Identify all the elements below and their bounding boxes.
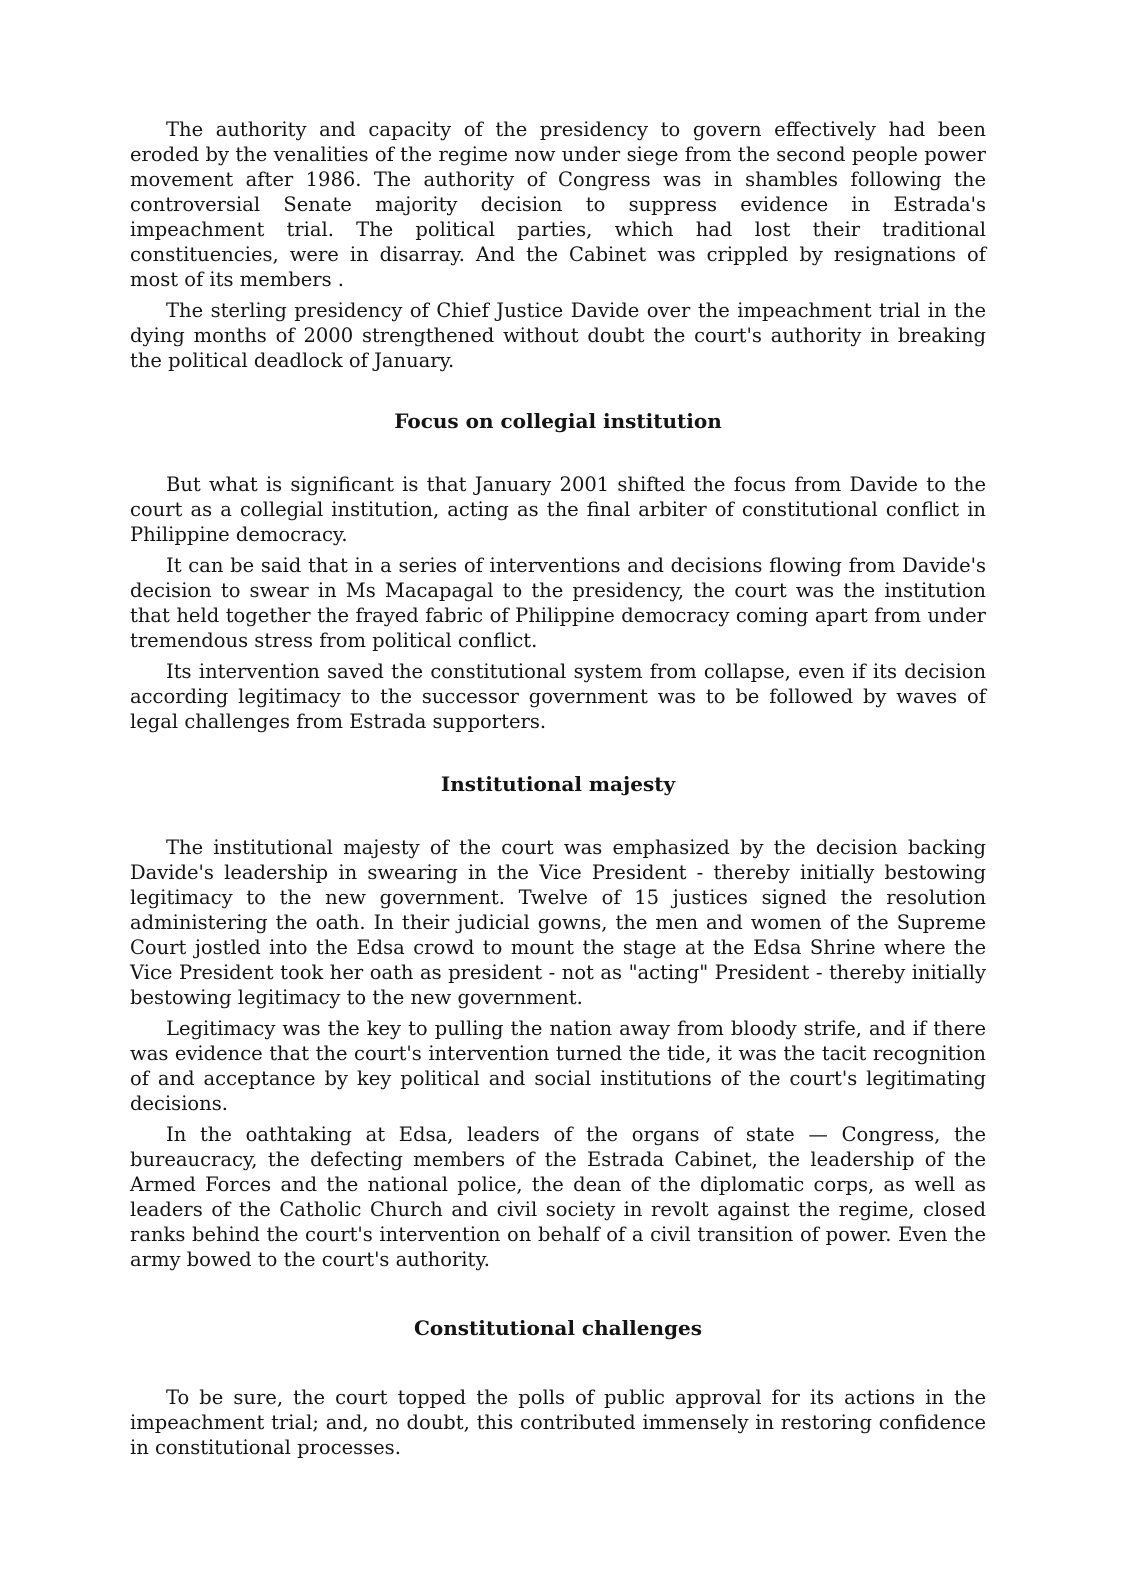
paragraph-oathtaking-edsa: In the oathtaking at Edsa, leaders of the organs of state — Congress, the bureaucracy, the defecting members of the Estrada Cabinet, the leadership of the Armed Forces and the national police, the dean of the diplomatic corps, as well as leaders of the Catholic Church and civil society in revolt against the regime, closed ranks behind the court's intervention on behalf of a civil transition of power. Even the army bowed to the court's authority. xyxy=(130,1123,986,1271)
paragraph-sterling-presidency: The sterling presidency of Chief Justice Davide over the impeachment trial in the dying months of 2000 strengthened without doubt the court's authority in breaking the political deadlock of January. xyxy=(130,299,986,372)
section-heading-institutional-majesty: Institutional majesty xyxy=(440,772,676,796)
paragraph-legitimacy-key: Legitimacy was the key to pulling the nation away from bloody strife, and if there was evidence that the court's intervention turned the tide, it was the tacit recognition of and acceptance by key political and social institutions of the court's legitimating decisions. xyxy=(130,1017,986,1115)
paragraph-series-of-interventions: It can be said that in a series of interventions and decisions flowing from Davide's decision to swear in Ms Macapagal to the presidency, the court was the institution that held together the frayed fabric of Philippine democracy coming apart from under tremendous stress from political conflict. xyxy=(130,554,986,652)
paragraph-polls-approval: To be sure, the court topped the polls of public approval for its actions in the impeachment trial; and, no doubt, this contributed immensely in restoring confidence in constitutional processes. xyxy=(130,1386,986,1459)
paragraph-institutional-majesty: The institutional majesty of the court was emphasized by the decision backing Davide's leadership in swearing in the Vice President - thereby initially bestowing legitimacy to the new government. Twelve of 15 justices signed the resolution administering the oath. In their judicial gowns, the men and women of the Supreme Court jostled into the Edsa crowd to mount the stage at the Edsa Shrine where the Vice President took her oath as president - not as "acting" President - thereby initially bestowing legitimacy to the new government. xyxy=(130,836,986,1009)
section-heading-focus-collegial: Focus on collegial institution xyxy=(394,409,722,433)
paragraph-presidency-eroded: The authority and capacity of the presidency to govern effectively had been eroded by the venalities of the regime now under siege from the second people power movement after 1986. The authority of Congress was in shambles following the controversial Senate majority decision to suppress evidence in Estrada's impeachment trial. The political parties, which had lost their traditional constituencies, were in disarray. And the Cabinet was crippled by resignations of most of its members . xyxy=(130,118,986,291)
document-page xyxy=(130,117,986,1466)
paragraph-intervention-saved: Its intervention saved the constitutional system from collapse, even if its decision according legitimacy to the successor government was to be followed by waves of legal challenges from Estrada supporters. xyxy=(130,660,986,733)
section-heading-constitutional-challenges: Constitutional challenges xyxy=(413,1316,703,1340)
paragraph-january-2001: But what is significant is that January 2001 shifted the focus from Davide to the court as a collegial institution, acting as the final arbiter of constitutional conflict in Philippine democracy. xyxy=(130,473,986,546)
